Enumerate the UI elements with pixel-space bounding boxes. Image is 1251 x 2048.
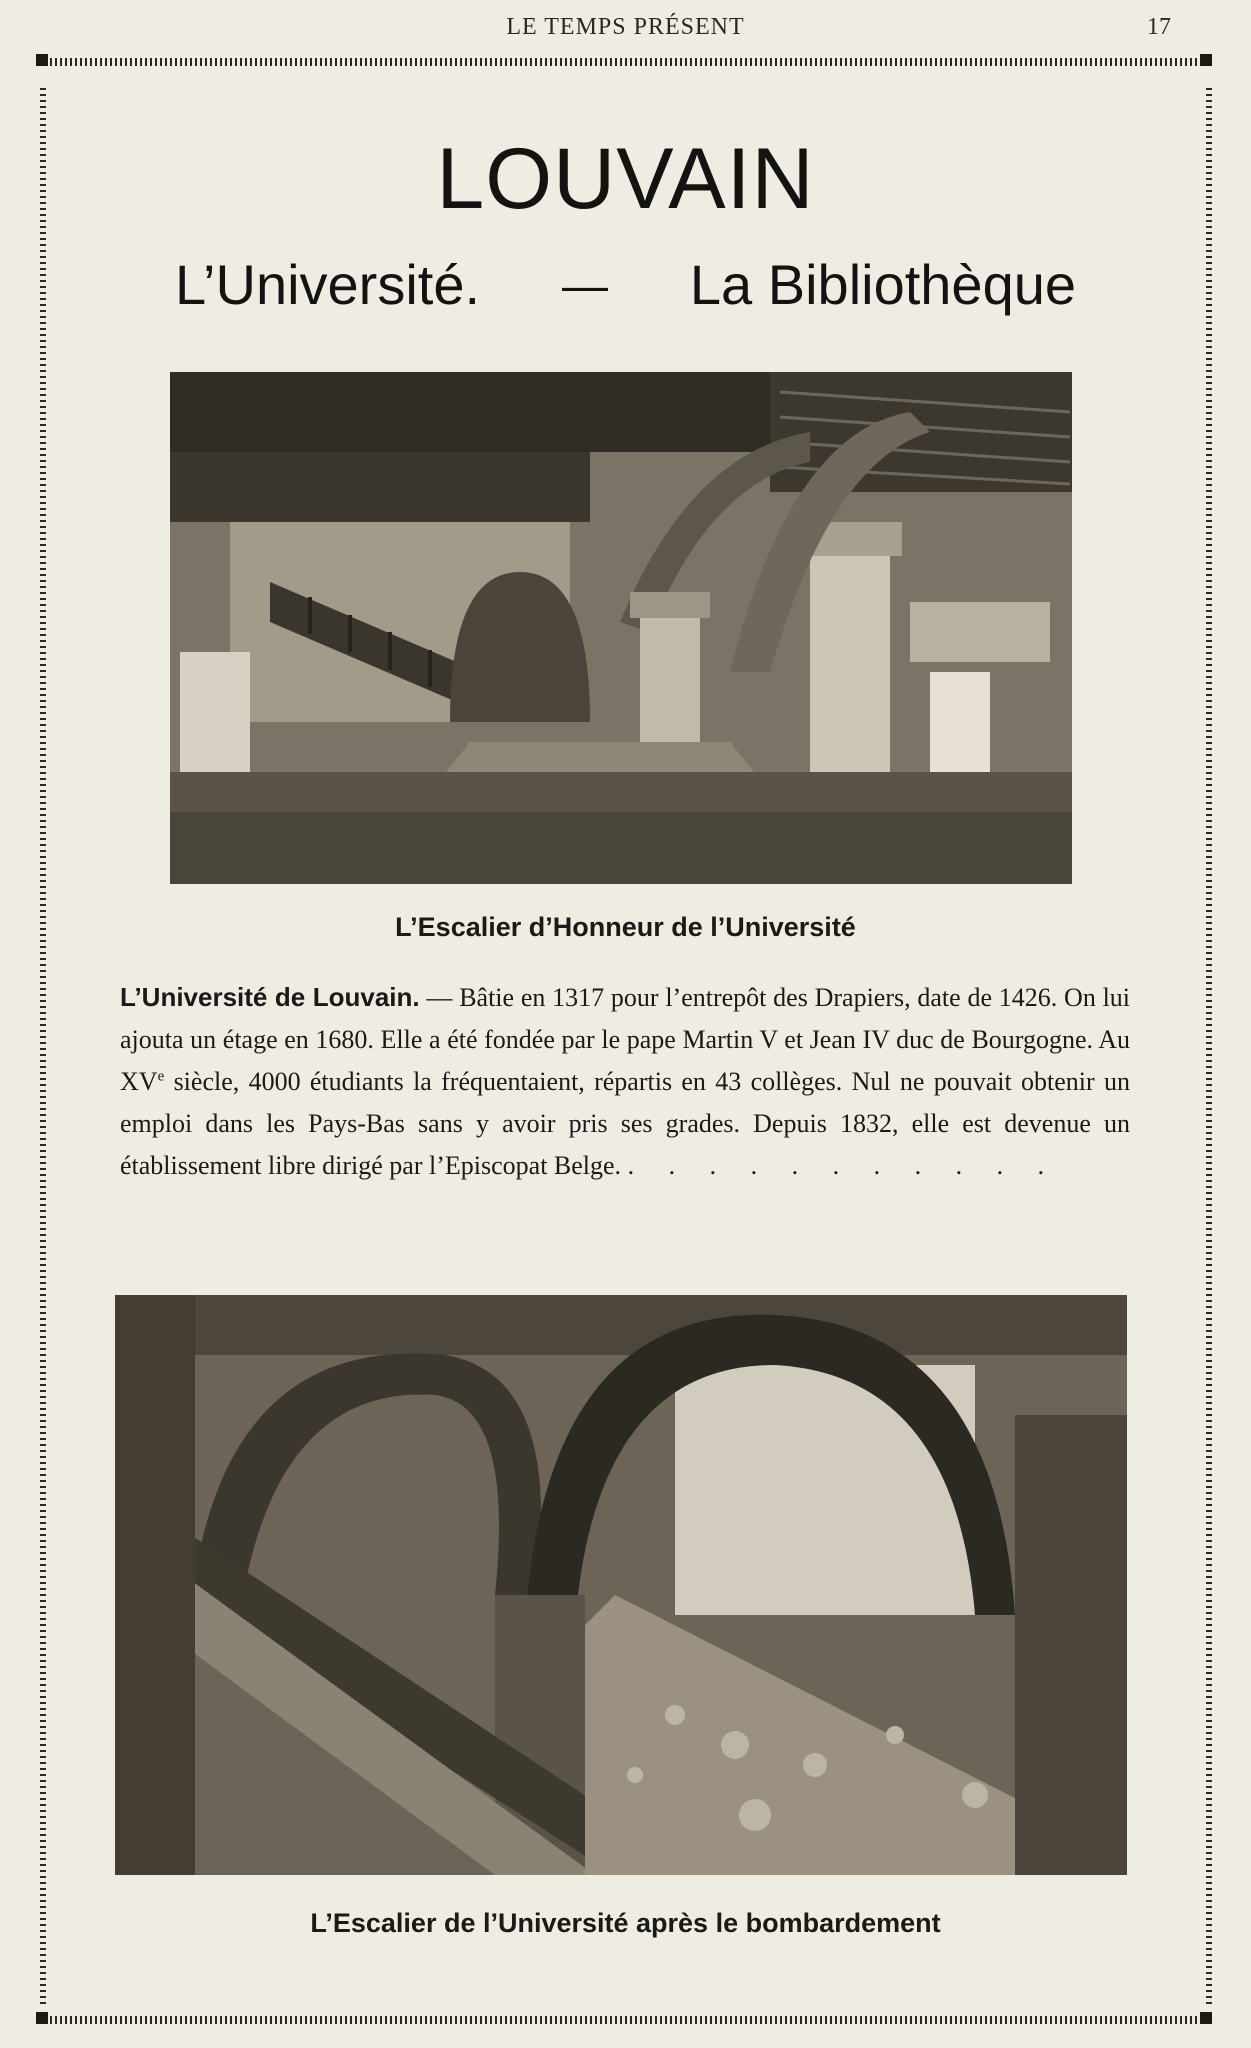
article-text-part1: Bâtie en 1317 pour l’entrepôt des Drapiers, date de 1426. On lui ajouta un étage en 1680. Elle a été fondée par le pape Martin V et Jean IV duc de Bourgogne. Au XV <box>120 983 1131 1096</box>
page-number: 17 <box>1147 14 1171 40</box>
corner-ornament <box>36 2012 48 2024</box>
subtitle-right: La Bibliothèque <box>689 253 1076 316</box>
frame-right-border <box>1206 88 1212 2008</box>
caption-bombed-staircase: L’Escalier de l’Université après le bombardement <box>310 1908 941 1938</box>
article-text-part2: siècle, 4000 étudiants la fréquentaient, répartis en 43 collèges. Nul ne pouvait obtenir un emploi dans les Pays-Bas sans y avoir pris ses grades. Depuis 1832, elle est devenue un établissement libre dirigé par l’Episcopat Belge. <box>120 1067 1131 1180</box>
frame-top-border <box>40 58 1211 66</box>
article-leader-dots: . . . . . . . . . . . <box>627 1151 1059 1180</box>
frame-bottom-border <box>40 2016 1211 2024</box>
superscript-e: e <box>157 1068 165 1085</box>
article-dash: — <box>426 983 453 1012</box>
corner-ornament <box>36 54 48 66</box>
photo-bombed-staircase <box>115 1295 1127 1875</box>
subtitle <box>175 252 1076 317</box>
corner-ornament <box>1200 2012 1212 2024</box>
article-body <box>120 976 1130 1187</box>
corner-ornament <box>1200 54 1212 66</box>
staircase-illustration <box>170 372 1072 884</box>
page-title: LOUVAIN <box>436 131 815 227</box>
frame-left-border <box>40 88 46 2008</box>
caption-grand-staircase: L’Escalier d’Honneur de l’Université <box>395 912 856 942</box>
subtitle-dash: — <box>561 258 608 311</box>
ruins-illustration <box>115 1295 1127 1875</box>
subtitle-left: L’Université. <box>175 253 481 316</box>
article-lead: L’Université de Louvain. <box>120 982 420 1012</box>
photo-grand-staircase <box>170 372 1072 884</box>
running-title: LE TEMPS PRÉSENT <box>506 14 745 40</box>
